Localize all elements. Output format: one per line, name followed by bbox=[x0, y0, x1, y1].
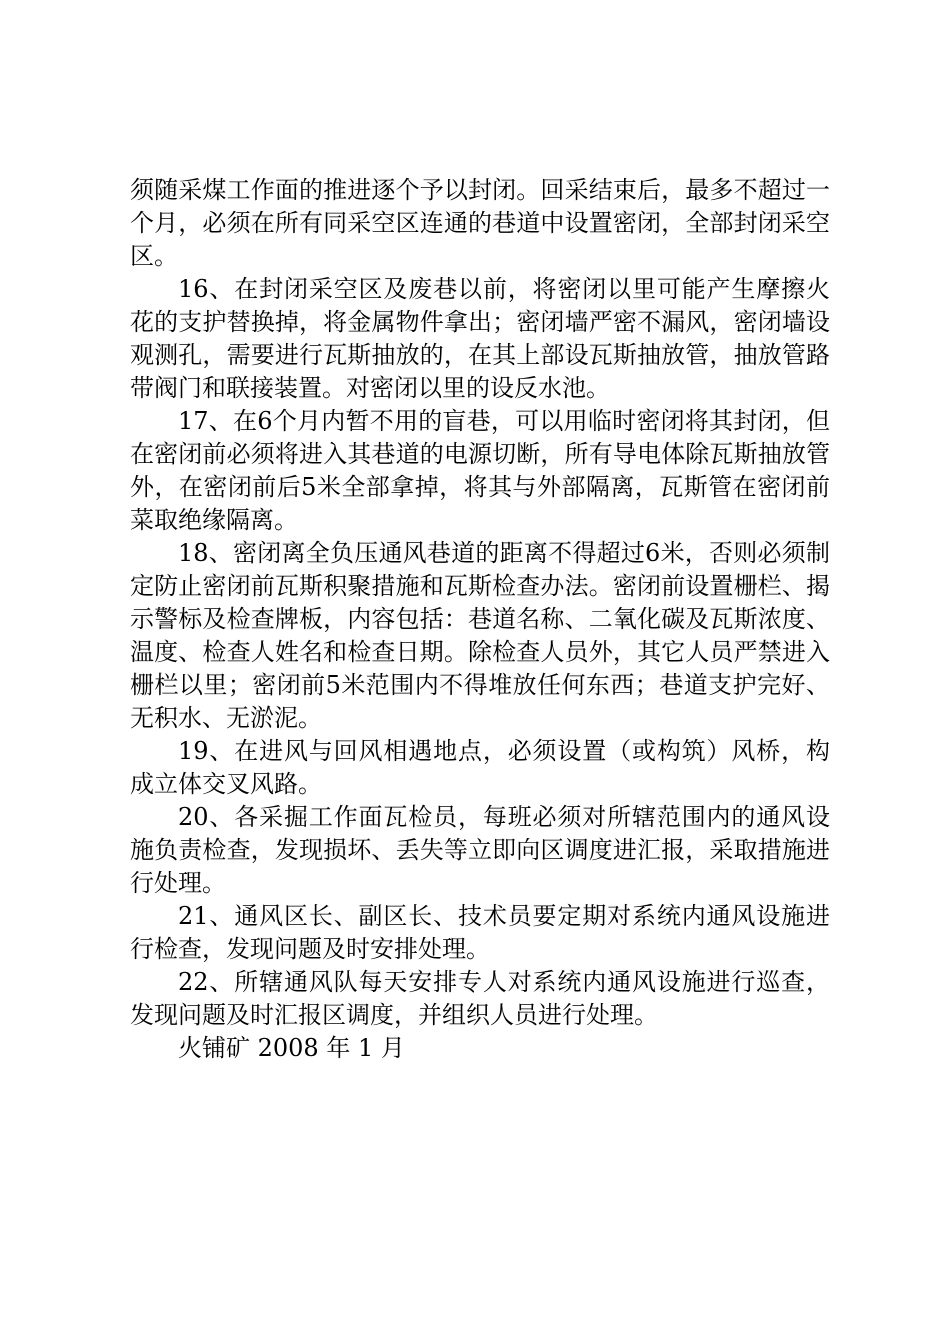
paragraph-item-19: 19、在进风与回风相遇地点，必须设置（或构筑）风桥，构成立体交叉风路。 bbox=[130, 737, 830, 798]
signature-line: 火铺矿 2008 年 1 月 bbox=[178, 1034, 405, 1062]
paragraph-item-20: 20、各采掘工作面瓦检员，每班必须对所辖范围内的通风设施负责检查，发现损坏、丢失等立即向区调度进汇报，采取措施进行处理。 bbox=[130, 803, 830, 897]
paragraph-item-17: 17、在6个月内暂不用的盲巷，可以用临时密闭将其封闭，但在密闭前必须将进入其巷道的电源切断，所有导电体除瓦斯抽放管外，在密闭前后5米全部拿掉，将其与外部隔离，瓦斯管在密闭前菜取绝缘隔离。 bbox=[130, 407, 830, 534]
paragraph-continuation: 须随采煤工作面的推进逐个予以封闭。回采结束后，最多不超过一个月，必须在所有同采空区连通的巷道中设置密闭，全部封闭采空区。 bbox=[130, 176, 830, 270]
paragraph-item-16: 16、在封闭采空区及废巷以前，将密闭以里可能产生摩擦火花的支护替换掉，将金属物件拿出；密闭墙严密不漏风，密闭墙设观测孔，需要进行瓦斯抽放的，在其上部设瓦斯抽放管，抽放管路带阀门和联接装置。对密闭以里的设反水池。 bbox=[130, 275, 830, 402]
document-body bbox=[130, 174, 830, 1065]
paragraph-item-18: 18、密闭离全负压通风巷道的距离不得超过6米，否则必须制定防止密闭前瓦斯积聚措施和瓦斯检查办法。密闭前设置栅栏、揭示警标及检查牌板，内容包括：巷道名称、二氧化碳及瓦斯浓度、温度、检查人姓名和检查日期。除检查人员外，其它人员严禁进入栅栏以里；密闭前5米范围内不得堆放任何东西；巷道支护完好、无积水、无淤泥。 bbox=[130, 539, 830, 732]
paragraph-item-22: 22、所辖通风队每天安排专人对系统内通风设施进行巡查，发现问题及时汇报区调度，并组织人员进行处理。 bbox=[130, 968, 830, 1029]
paragraph-item-21: 21、通风区长、副区长、技术员要定期对系统内通风设施进行检查，发现问题及时安排处理。 bbox=[130, 902, 830, 963]
